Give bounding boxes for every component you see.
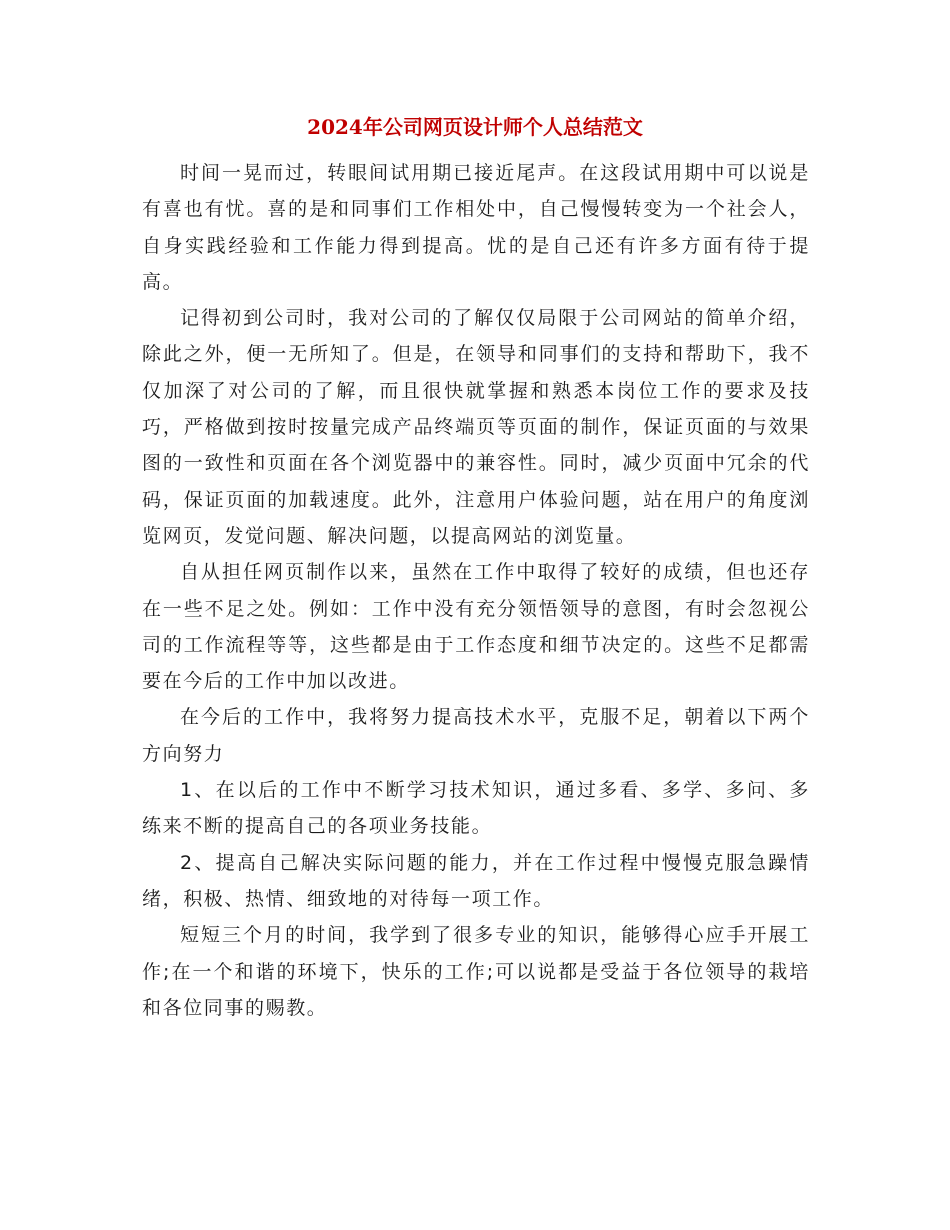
paragraph-4: 在今后的工作中，我将努力提高技术水平，克服不足，朝着以下两个方向努力 bbox=[142, 706, 810, 765]
document-title: 2024年公司网页设计师个人总结范文 bbox=[307, 115, 643, 139]
paragraph-6: 2、提高自己解决实际问题的能力，并在工作过程中慢慢克服急躁情绪，积极、热情、细致地的对待每一项工作。 bbox=[142, 851, 810, 910]
paragraph-1: 时间一晃而过，转眼间试用期已接近尾声。在这段试用期中可以说是有喜也有忧。喜的是和同事们工作相处中，自己慢慢转变为一个社会人，自身实践经验和工作能力得到提高。忧的是自己还有许多方面有待于提高。 bbox=[142, 162, 810, 293]
paragraph-5: 1、在以后的工作中不断学习技术知识，通过多看、多学、多问、多练来不断的提高自己的各项业务技能。 bbox=[142, 779, 810, 838]
paragraph-7: 短短三个月的时间，我学到了很多专业的知识，能够得心应手开展工作;在一个和谐的环境下，快乐的工作;可以说都是受益于各位领导的栽培和各位同事的赐教。 bbox=[142, 924, 810, 1019]
paragraph-2: 记得初到公司时，我对公司的了解仅仅局限于公司网站的简单介绍，除此之外，便一无所知了。但是，在领导和同事们的支持和帮助下，我不仅加深了对公司的了解，而且很快就掌握和熟悉本岗位工作的要求及技巧，严格做到按时按量完成产品终端页等页面的制作，保证页面的与效果图的一致性和页面在各个浏览器中的兼容性。同时，减少页面中冗余的代码，保证页面的加载速度。此外，注意用户体验问题，站在用户的角度浏览网页，发觉问题、解决问题，以提高网站的浏览量。 bbox=[142, 307, 810, 547]
paragraph-3: 自从担任网页制作以来，虽然在工作中取得了较好的成绩，但也还存在一些不足之处。例如：工作中没有充分领悟领导的意图，有时会忽视公司的工作流程等等，这些都是由于工作态度和细节决定的。这些不足都需要在今后的工作中加以改进。 bbox=[142, 561, 810, 693]
document-body bbox=[142, 155, 810, 1026]
